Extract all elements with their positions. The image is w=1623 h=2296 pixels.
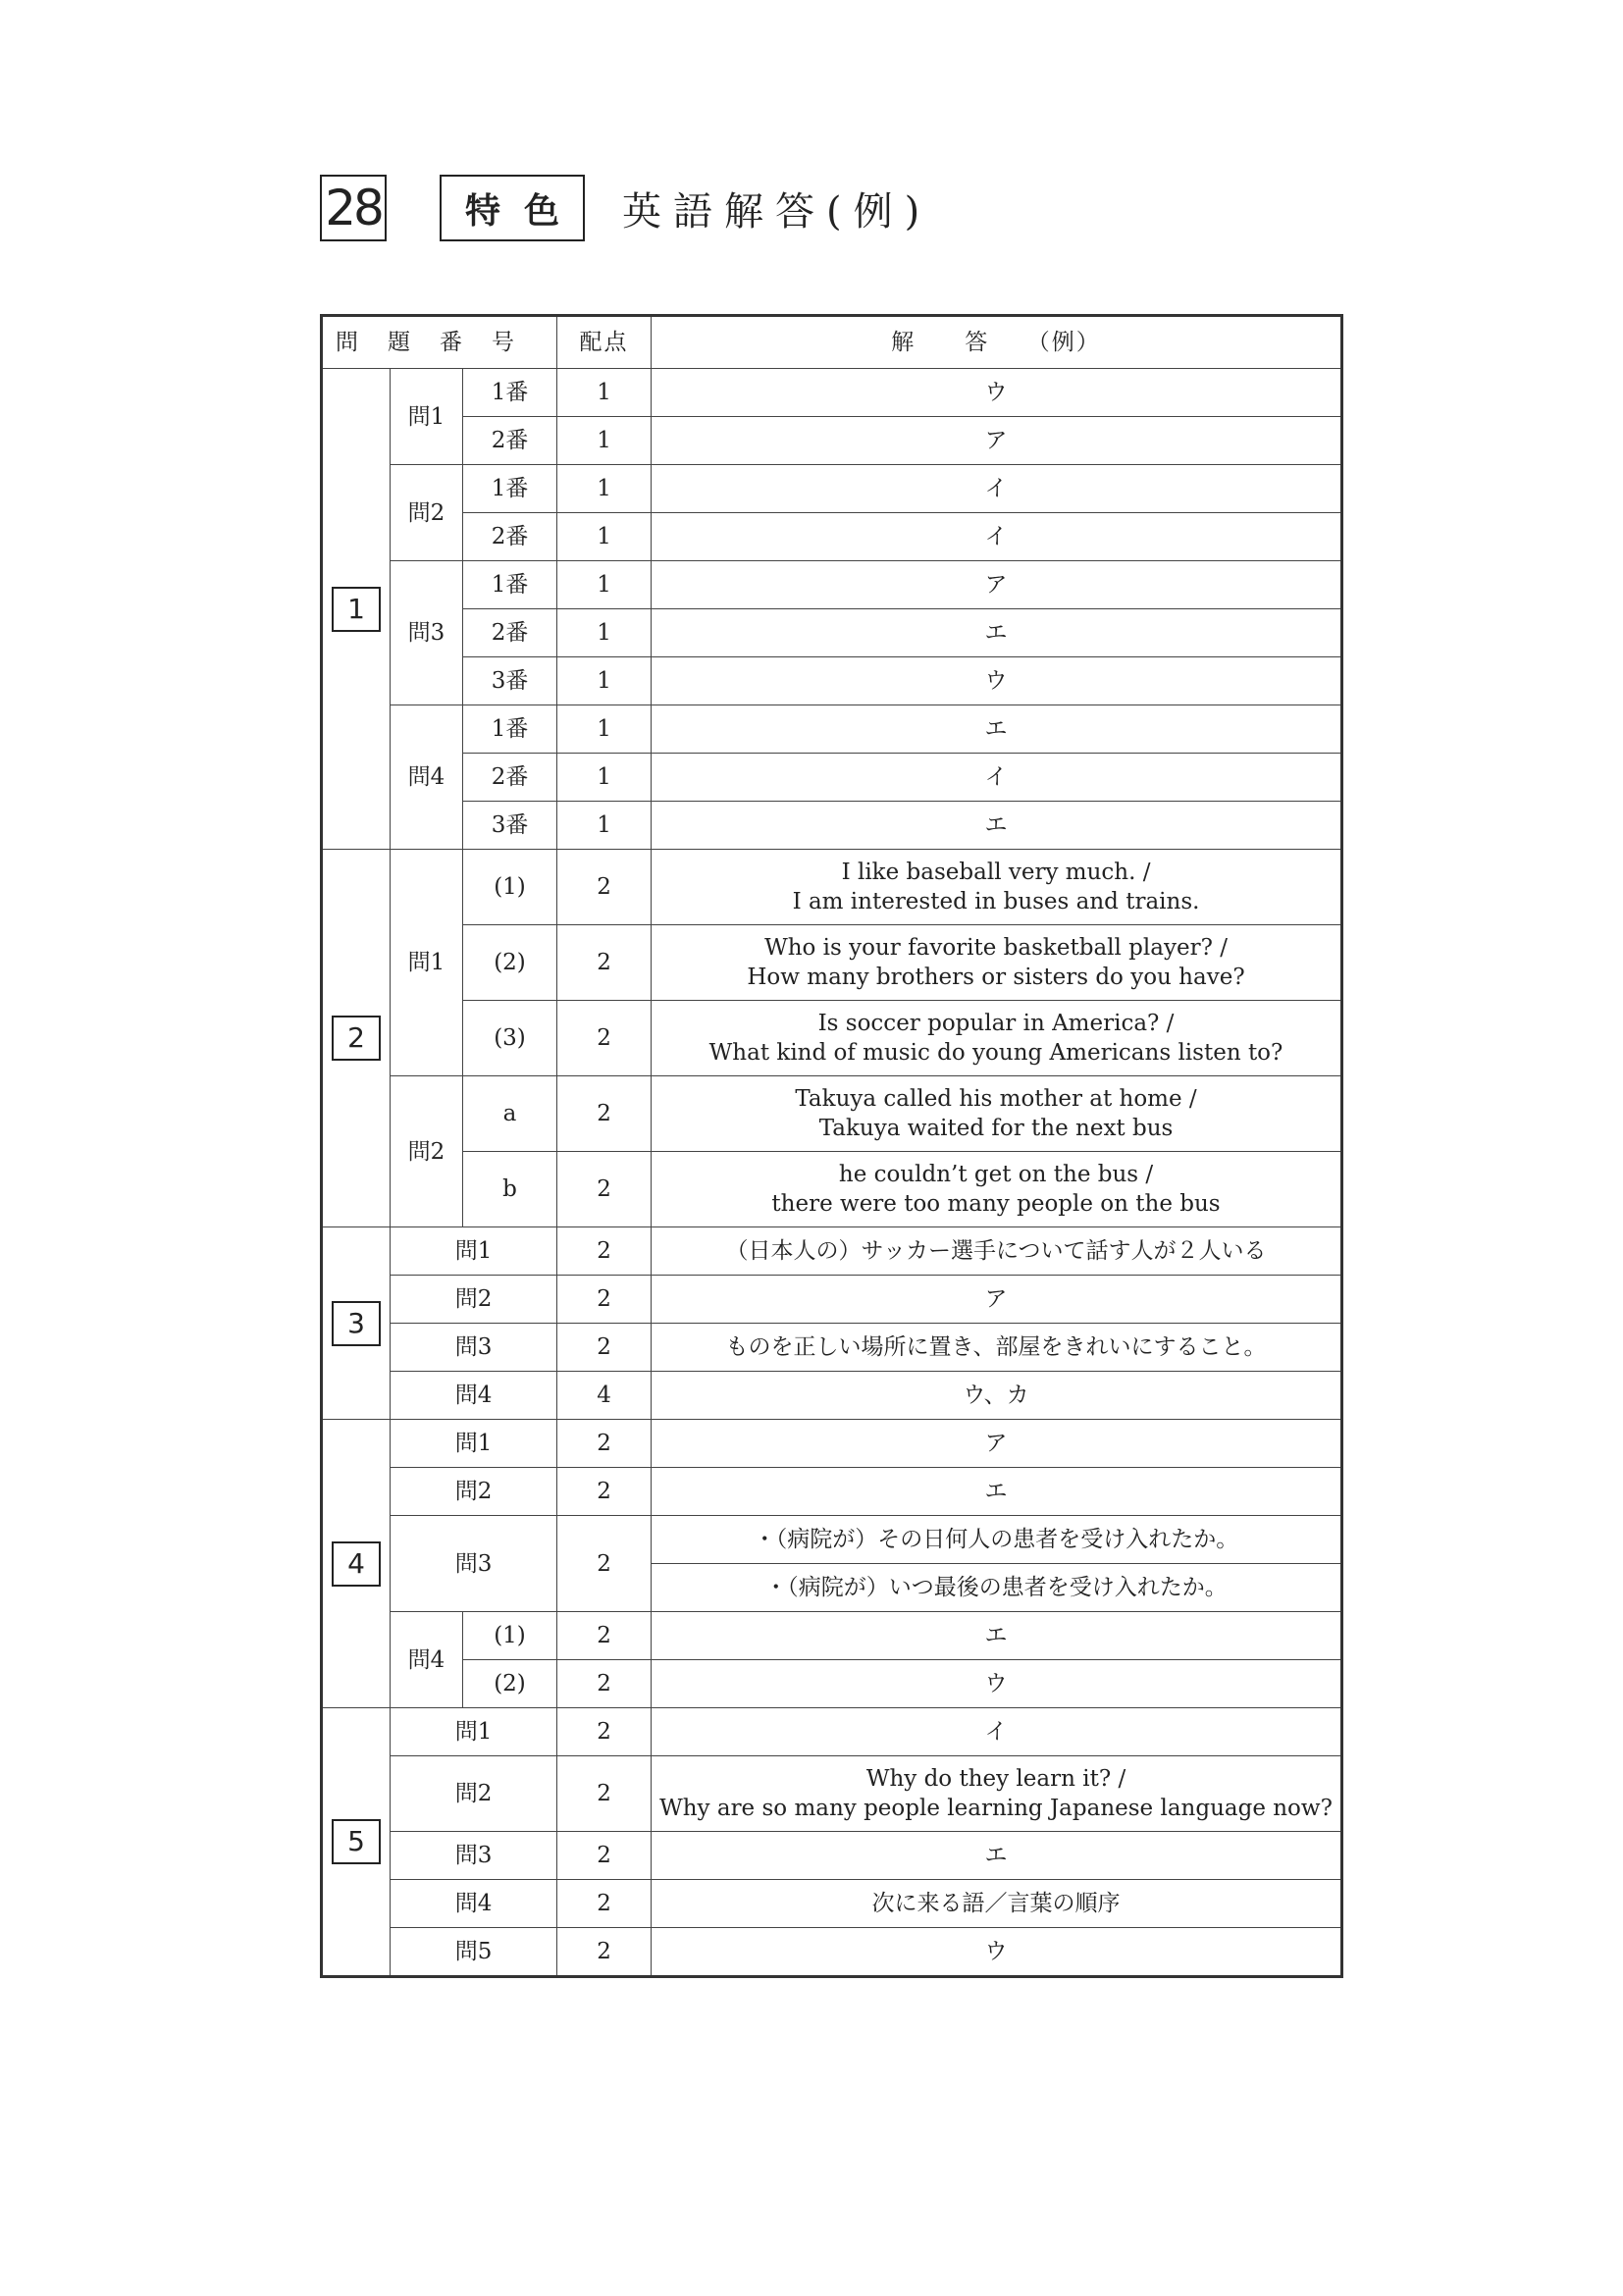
answer-cell: ア [652, 1276, 1342, 1324]
answer-cell: エ [652, 1832, 1342, 1880]
answer-cell: ア [652, 417, 1342, 465]
question-label: 問3 [391, 1324, 557, 1372]
question-label: 問5 [391, 1928, 557, 1977]
answer-cell: ア [652, 1420, 1342, 1468]
section-number: 5 [332, 1819, 381, 1864]
table-row [322, 1612, 1342, 1660]
section-number: 3 [332, 1301, 381, 1346]
table-row [322, 561, 1342, 609]
answer-cell: he couldn’t get on the bus / there were too many people on the bus [652, 1152, 1342, 1227]
answer-cell: エ [652, 1468, 1342, 1516]
table-row [322, 1468, 1342, 1516]
answer-cell: Takuya called his mother at home / Takuya waited for the next bus [652, 1076, 1342, 1152]
page-title: 英語解答(例) [622, 188, 932, 235]
answer-cell: Is soccer popular in America? / What kind of music do young Americans listen to? [652, 1001, 1342, 1076]
answer-cell: イ [652, 1708, 1342, 1756]
answer-cell: ウ [652, 1660, 1342, 1708]
answer-cell: ア [652, 561, 1342, 609]
answer-cell: エ [652, 802, 1342, 850]
answer-cell: ウ [652, 369, 1342, 417]
sub-label: b [463, 1152, 557, 1227]
sub-label: 2番 [463, 609, 557, 657]
section-number: 4 [332, 1541, 381, 1587]
sub-label: 2番 [463, 513, 557, 561]
answer-cell: Who is your favorite basketball player? / How many brothers or sisters do you have? [652, 925, 1342, 1001]
points-cell: 2 [557, 1660, 652, 1708]
question-label: 問2 [391, 1076, 463, 1227]
points-cell: 2 [557, 1756, 652, 1832]
answer-cell: ものを正しい場所に置き、部屋をきれいにすること。 [652, 1324, 1342, 1372]
sub-label: 1番 [463, 465, 557, 513]
answer-cell: I like baseball very much. / I am interested in buses and trains. [652, 850, 1342, 925]
table-row [322, 1708, 1342, 1756]
table-row [322, 609, 1342, 657]
points-cell: 2 [557, 1708, 652, 1756]
points-cell: 2 [557, 1076, 652, 1152]
sub-label: (3) [463, 1001, 557, 1076]
sub-label: 3番 [463, 657, 557, 705]
table-row [322, 1001, 1342, 1076]
points-cell: 2 [557, 1227, 652, 1276]
answer-table [320, 314, 1343, 1978]
question-label: 問2 [391, 1756, 557, 1832]
points-cell: 1 [557, 754, 652, 802]
answer-cell: エ [652, 705, 1342, 754]
table-row [322, 1372, 1342, 1420]
section-5-cell [322, 1708, 391, 1977]
page-header [320, 175, 931, 241]
points-cell: 2 [557, 1001, 652, 1076]
points-cell: 2 [557, 1420, 652, 1468]
table-row [322, 1660, 1342, 1708]
table-row [322, 1832, 1342, 1880]
table-row [322, 1227, 1342, 1276]
points-cell: 1 [557, 561, 652, 609]
question-label: 問1 [391, 1227, 557, 1276]
points-cell: 2 [557, 1612, 652, 1660]
answer-cell: ・（病院が）いつ最後の患者を受け入れたか。 [652, 1564, 1342, 1612]
section-1-cell [322, 369, 391, 850]
sub-label: (2) [463, 1660, 557, 1708]
table-row [322, 1276, 1342, 1324]
header-points: 配点 [557, 316, 652, 369]
question-label: 問3 [391, 561, 463, 705]
table-row [322, 369, 1342, 417]
question-label: 問2 [391, 1468, 557, 1516]
table-row [322, 1324, 1342, 1372]
answer-cell: （日本人の）サッカー選手について話す人が２人いる [652, 1227, 1342, 1276]
points-cell: 1 [557, 465, 652, 513]
points-cell: 2 [557, 850, 652, 925]
table-row [322, 465, 1342, 513]
points-cell: 1 [557, 705, 652, 754]
sub-label: 2番 [463, 417, 557, 465]
table-row [322, 1076, 1342, 1152]
points-cell: 1 [557, 513, 652, 561]
question-label: 問4 [391, 1612, 463, 1708]
answer-cell: Why do they learn it? / Why are so many people learning Japanese language now? [652, 1756, 1342, 1832]
table-row [322, 925, 1342, 1001]
answer-cell: イ [652, 465, 1342, 513]
question-label: 問4 [391, 705, 463, 850]
points-cell: 1 [557, 657, 652, 705]
section-number: 1 [332, 587, 381, 632]
points-cell: 2 [557, 925, 652, 1001]
points-cell: 2 [557, 1832, 652, 1880]
answer-cell: ウ [652, 1928, 1342, 1977]
points-cell: 1 [557, 609, 652, 657]
points-cell: 1 [557, 802, 652, 850]
table-row [322, 1756, 1342, 1832]
question-label: 問1 [391, 850, 463, 1076]
points-cell: 1 [557, 417, 652, 465]
sub-label: (2) [463, 925, 557, 1001]
table-row [322, 417, 1342, 465]
table-header-row [322, 316, 1342, 369]
answer-cell: エ [652, 609, 1342, 657]
question-label: 問3 [391, 1516, 557, 1612]
section-number: 2 [332, 1016, 381, 1061]
points-cell: 2 [557, 1516, 652, 1612]
sub-label: (1) [463, 1612, 557, 1660]
sub-label: 3番 [463, 802, 557, 850]
points-cell: 2 [557, 1276, 652, 1324]
points-cell: 2 [557, 1152, 652, 1227]
exam-number: 28 [320, 175, 387, 241]
answer-cell: エ [652, 1612, 1342, 1660]
answer-cell: ウ、カ [652, 1372, 1342, 1420]
table-row [322, 657, 1342, 705]
question-label: 問3 [391, 1832, 557, 1880]
points-cell: 1 [557, 369, 652, 417]
answer-cell: イ [652, 513, 1342, 561]
section-4-cell [322, 1420, 391, 1708]
question-label: 問2 [391, 465, 463, 561]
sub-label: 1番 [463, 705, 557, 754]
question-label: 問1 [391, 1420, 557, 1468]
sub-label: a [463, 1076, 557, 1152]
table-row [322, 802, 1342, 850]
header-question-number: 問題番号 [322, 316, 557, 369]
table-row [322, 1880, 1342, 1928]
header-answer: 解 答 （例） [652, 316, 1342, 369]
answer-cell: 次に来る語／言葉の順序 [652, 1880, 1342, 1928]
question-label: 問1 [391, 369, 463, 465]
table-row [322, 705, 1342, 754]
answer-cell: ・（病院が）その日何人の患者を受け入れたか。 [652, 1516, 1342, 1564]
question-label: 問2 [391, 1276, 557, 1324]
section-3-cell [322, 1227, 391, 1420]
table-row [322, 1516, 1342, 1564]
question-label: 問4 [391, 1372, 557, 1420]
sub-label: 1番 [463, 369, 557, 417]
table-row [322, 850, 1342, 925]
points-cell: 4 [557, 1372, 652, 1420]
table-row [322, 1152, 1342, 1227]
question-label: 問1 [391, 1708, 557, 1756]
points-cell: 2 [557, 1880, 652, 1928]
points-cell: 2 [557, 1468, 652, 1516]
table-row [322, 1928, 1342, 1977]
sub-label: (1) [463, 850, 557, 925]
points-cell: 2 [557, 1324, 652, 1372]
answer-cell: ウ [652, 657, 1342, 705]
question-label: 問4 [391, 1880, 557, 1928]
sub-label: 2番 [463, 754, 557, 802]
points-cell: 2 [557, 1928, 652, 1977]
section-2-cell [322, 850, 391, 1227]
answer-cell: イ [652, 754, 1342, 802]
table-row [322, 1420, 1342, 1468]
category-tag: 特色 [440, 175, 585, 241]
sub-label: 1番 [463, 561, 557, 609]
table-row [322, 513, 1342, 561]
table-row [322, 754, 1342, 802]
